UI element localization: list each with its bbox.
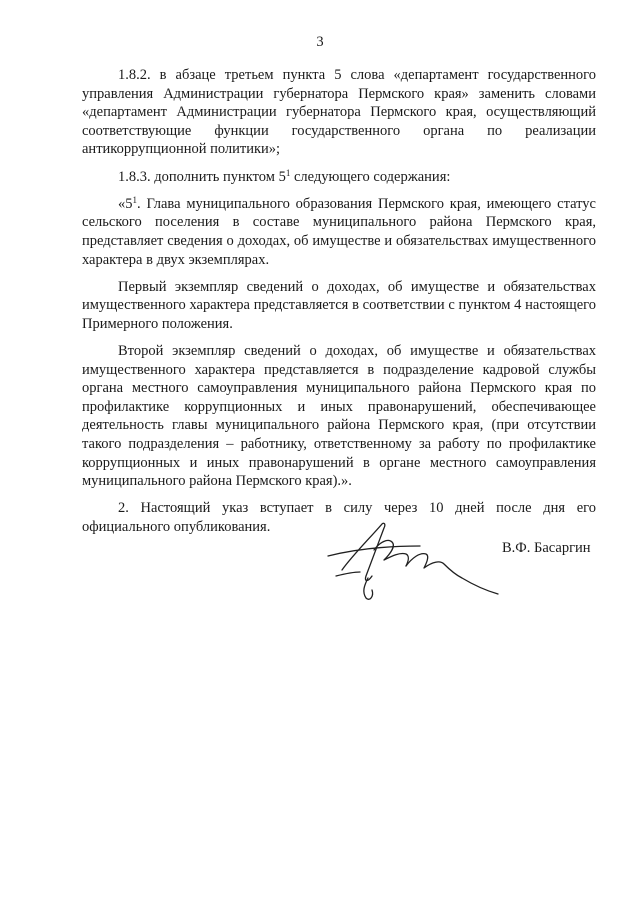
paragraph-second-copy: Второй экземпляр сведений о доходах, об имуществе и обязательствах имущественного характера представляется в подразделение кадровой службы органа местного самоуправления муниципального района Пермского края по профилактике коррупционных и иных правонарушений, обеспечивающее деятельность главы муниципального района Пермского края, (при отсутствии такого подразделения – работнику, ответственному за работу по профилактике коррупционных и иных правонарушений в органе местного самоуправления муниципального района Пермского края).». [82, 343, 596, 490]
paragraph-1-8-2: 1.8.2. в абзаце третьем пункта 5 слова «департамент государственного управления Администрации губернатора Пермского края» заменить словами «департамент Администрации губернатора Пермского края, осуществляющий соответствующие функции государственного органа по реализации антикоррупционной политики»; [82, 67, 596, 158]
paragraph-effective-date: 2. Настоящий указ вступает в силу через 10 дней после дня его официального опубликования. [82, 500, 596, 536]
signer-name: В.Ф. Басаргин [502, 540, 591, 556]
handwritten-signature-icon [322, 516, 500, 602]
document-body [82, 66, 596, 545]
paragraph-1-8-3: 1.8.3. дополнить пунктом $5^1$ следующего содержания: [118, 167, 451, 185]
paragraph-first-copy: Первый экземпляр сведений о доходах, об имуществе и обязательствах имущественного характера представляется в соответствии с пунктом 4 настоящего Примерного положения. [82, 278, 596, 332]
page-number: 3 [316, 34, 324, 50]
paragraph-point-5-1: «$5^1$. Глава муниципального образования Пермского края, имеющего статус сельского поселения в составе муниципального района Пермского края, представляет сведения о доходах, об имуществе и обязательствах имущественного характера в двух экземплярах. [82, 194, 596, 268]
